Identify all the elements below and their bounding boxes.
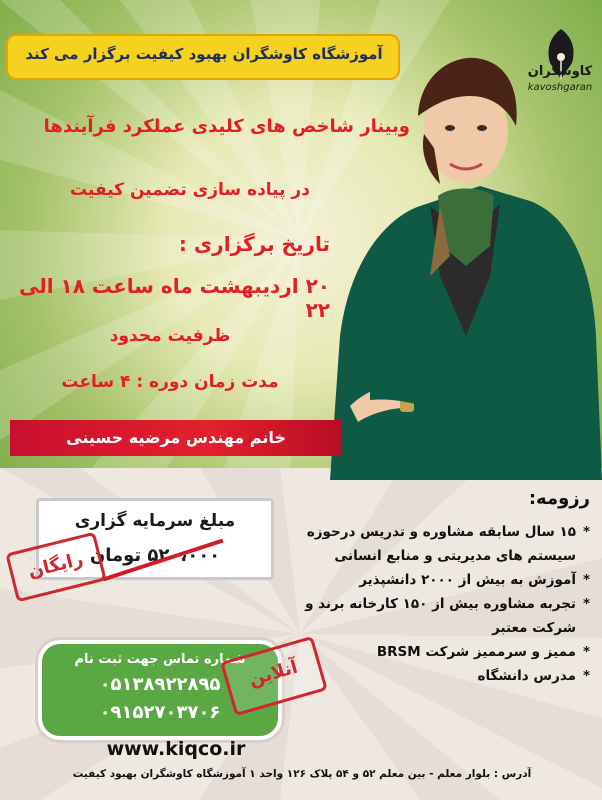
banner-text: آموزشگاه کاوشگران بهبود کیفیت برگزار می کند bbox=[25, 45, 383, 63]
logo-name-en: kavoshgaran bbox=[527, 82, 593, 93]
presenter-name: خانم مهندس مرضیه حسینی bbox=[66, 428, 286, 447]
logo-name-fa: کاوشگران bbox=[527, 64, 593, 79]
website-link[interactable]: www.kiqco.ir bbox=[106, 738, 246, 760]
presenter-photo bbox=[330, 36, 602, 480]
resume-title: رزومه: bbox=[528, 488, 590, 509]
resume-item: ممیز و سرممیز شرکت BRSM * bbox=[290, 640, 590, 664]
duration-text: مدت زمان دوره : ۴ ساعت bbox=[61, 372, 279, 392]
resume-item: تجربه مشاوره بیش از ۱۵۰ کارخانه برند و شرکت معتبر * bbox=[290, 592, 590, 640]
date-value: ۲۰ اردیبهشت ماه ساعت ۱۸ الی ۲۲ bbox=[18, 274, 330, 322]
online-stamp-text: آنلاین bbox=[246, 656, 301, 691]
contact-phone-2[interactable]: ۰۹۱۵۲۷۰۳۷۰۶ bbox=[99, 702, 221, 723]
resume-item: مدرس دانشگاه * bbox=[290, 664, 590, 688]
presenter-name-bar bbox=[10, 420, 342, 456]
resume-item: آموزش به بیش از ۲۰۰۰ دانشپذیر * bbox=[290, 568, 590, 592]
contact-title: شماره تماس جهت ثبت نام bbox=[74, 652, 246, 667]
price-amount: ۵۲۰،۰۰۰ تومان bbox=[89, 545, 221, 566]
free-stamp-text: رایگان bbox=[25, 548, 86, 583]
webinar-title: وبینار شاخص های کلیدی عملکرد فرآیندها bbox=[43, 116, 410, 137]
date-label: تاریخ برگزاری : bbox=[178, 232, 330, 256]
resume-list bbox=[290, 520, 590, 688]
webinar-subtitle: در پیاده سازی تضمین کیفیت bbox=[70, 180, 310, 200]
price-title: مبلغ سرمایه گزاری bbox=[74, 511, 236, 531]
resume-item: ۱۵ سال سابقه مشاوره و تدریس درحوزه سیستم های مدیریتی و منابع انسانی * bbox=[290, 520, 590, 568]
address-text: آدرس : بلوار معلم - بین معلم ۵۲ و ۵۴ پلاک ۱۲۶ واحد ۱ آموزشگاه کاوشگران بهبود کیفیت bbox=[72, 768, 532, 780]
capacity-text: ظرفیت محدود bbox=[109, 326, 231, 346]
contact-phone-1[interactable]: ۰۵۱۳۸۹۲۲۸۹۵ bbox=[99, 674, 221, 695]
